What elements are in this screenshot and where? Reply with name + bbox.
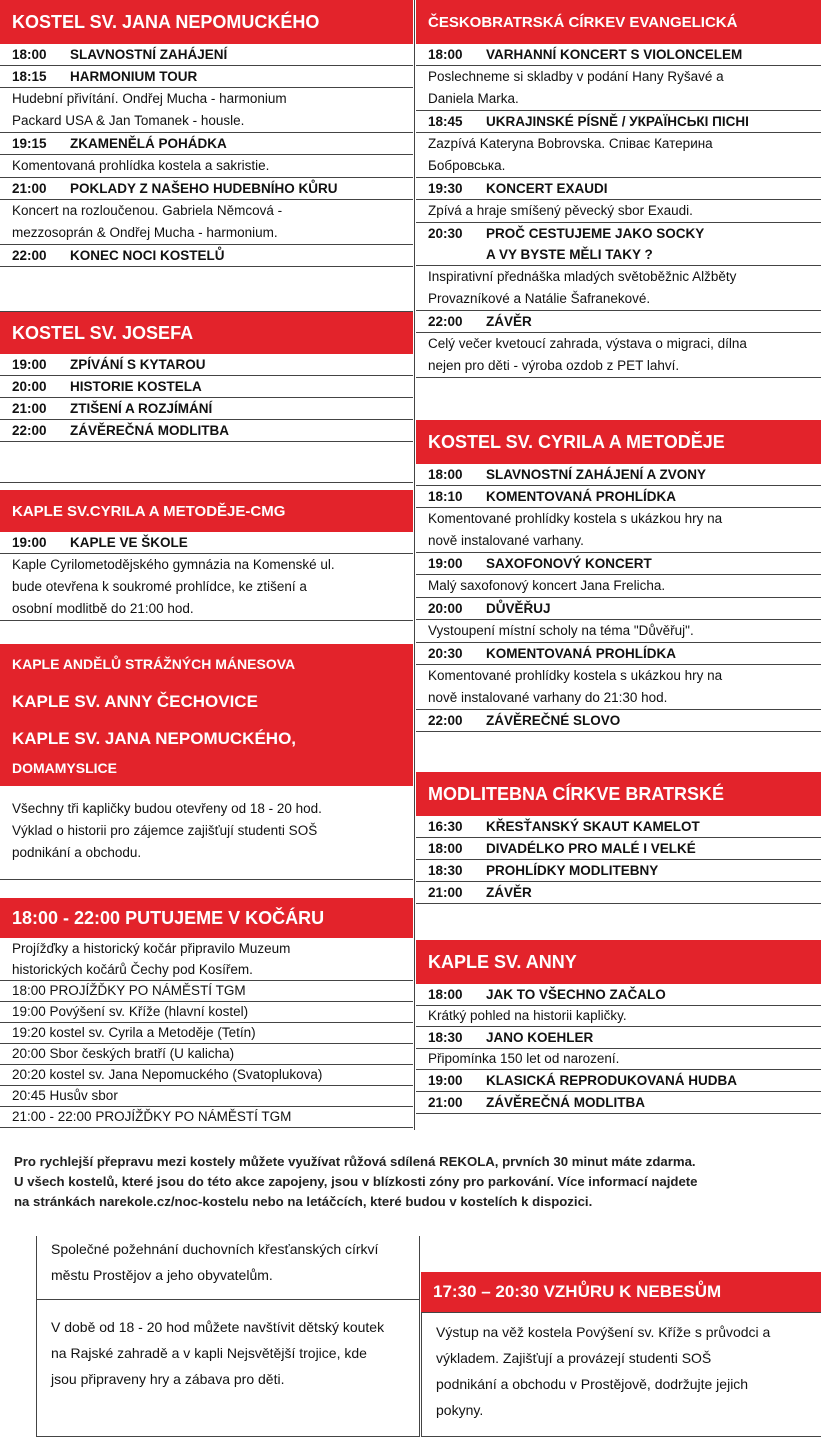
section-title-block: [0, 644, 413, 786]
section-kaple-anny: [416, 940, 821, 1114]
section-cce: [416, 0, 821, 421]
section-title: KAPLE SV. ANNY: [416, 940, 821, 984]
transport-note: Pro rychlejší přepravu mezi kostely můžete využívat růžová sdílená REKOLA, prvních 30 minut máte zdarma. U všech kostelů, které jsou do této akce zapojeny, jsou v blízkosti zóny pro parkování. Více informací najdete na stránkách narekole.cz/noc-kostelu nebo na letáčcích, které budou v kostelích k dispozici.: [14, 1154, 698, 1209]
spacer: [0, 621, 413, 631]
program-row: 18:10 KOMENTOVANÁ PROHLÍDKA: [416, 486, 821, 508]
section-kocar: [0, 898, 413, 1128]
section-title: KOSTEL SV. CYRILA A METODĚJE: [416, 420, 821, 464]
program-row: 19:00 KLASICKÁ REPRODUKOVANÁ HUDBA: [416, 1070, 821, 1092]
route-row: 20:20 kostel sv. Jana Nepomuckého (Svatoplukova): [0, 1065, 413, 1086]
program-row: 19:15 ZKAMENĚLÁ POHÁDKA: [0, 133, 413, 155]
program-row: 18:45 UKRAJINSKÉ PÍSNĚ / УКРАЇНСЬКІ ПІСНІ: [416, 111, 821, 133]
program-description: Zazpívá Kateryna Bobrovska. Співає Катерина Бобровська.: [416, 133, 821, 178]
section-title: MODLITEBNA CÍRKVE BRATRSKÉ: [416, 772, 821, 816]
program-description: Malý saxofonový koncert Jana Frelicha.: [416, 575, 821, 598]
program-description: Celý večer kvetoucí zahrada, výstava o migraci, dílna nejen pro děti - výroba ozdob z PET lahví.: [416, 333, 821, 378]
program-description: Kaple Cyrilometodějského gymnázia na Komenské ul. bude otevřena k soukromé prohlídce, ke ztišení a osobní modlitbě do 21:00 hod.: [0, 554, 413, 621]
title-domamyslice: DOMAMYSLICE: [12, 760, 117, 776]
blessing-box: Společné požehnání duchovních křesťanských církví městu Prostějov a jeho obyvatelům.: [36, 1236, 420, 1300]
program-description: Komentovaná prohlídka kostela a sakristie.: [0, 155, 413, 178]
program-row: 20:00 HISTORIE KOSTELA: [0, 376, 413, 398]
route-row: 21:00 - 22:00 PROJÍŽĎKY PO NÁMĚSTÍ TGM: [0, 1107, 413, 1128]
program-description: Poslechneme si skladby v podání Hany Ryšavé a Daniela Marka.: [416, 66, 821, 111]
column-divider: [414, 0, 415, 1130]
program-row: 21:00 POKLADY Z NAŠEHO HUDEBNÍHO KŮRU: [0, 178, 413, 200]
program-row: 20:30 KOMENTOVANÁ PROHLÍDKA: [416, 643, 821, 665]
program-row: 18:00 SLAVNOSTNÍ ZAHÁJENÍ: [0, 44, 413, 66]
program-row: 22:00 KONEC NOCI KOSTELŮ: [0, 245, 413, 267]
section-tri-kaple: [0, 644, 413, 880]
program-row: 21:00 ZTIŠENÍ A ROZJÍMÁNÍ: [0, 398, 413, 420]
section-modlitebna-cb: [416, 772, 821, 943]
route-row: 20:45 Husův sbor: [0, 1086, 413, 1107]
program-row: 18:00 DIVADÉLKO PRO MALÉ I VELKÉ: [416, 838, 821, 860]
spacer: [0, 267, 413, 312]
spacer: [416, 732, 821, 773]
program-row: 19:00 ZPÍVÁNÍ S KYTAROU: [0, 354, 413, 376]
program-description: Zpívá a hraje smíšený pěvecký sbor Exaudi.: [416, 200, 821, 223]
bottom-block: [0, 1228, 821, 1437]
program-row: 18:15 HARMONIUM TOUR: [0, 66, 413, 88]
section-kaple-cmg: [0, 490, 413, 631]
program-row: 18:00 VARHANNÍ KONCERT S VIOLONCELEM: [416, 44, 821, 66]
program-row: 22:00 ZÁVĚREČNÉ SLOVO: [416, 710, 821, 732]
program-description: Komentované prohlídky kostela s ukázkou hry na nově instalované varhany.: [416, 508, 821, 553]
program-row: 18:30 JANO KOEHLER: [416, 1027, 821, 1049]
route-row: 19:20 kostel sv. Cyrila a Metoděje (Tetín): [0, 1023, 413, 1044]
program-row: 20:30 PROČ CESTUJEME JAKO SOCKY A VY BYSTE MĚLI TAKY ?: [416, 223, 821, 266]
program-description: Krátký pohled na historii kapličky.: [416, 1006, 821, 1027]
program-description: Připomínka 150 let od narození.: [416, 1049, 821, 1070]
section-title: KOSTEL SV. JANA NEPOMUCKÉHO: [0, 0, 413, 44]
program-row: 18:00 JAK TO VŠECHNO ZAČALO: [416, 984, 821, 1006]
program-row: 16:30 KŘESŤANSKÝ SKAUT KAMELOT: [416, 816, 821, 838]
program-description: Hudební přivítání. Ondřej Mucha - harmonium Packard USA & Jan Tomanek - housle.: [0, 88, 413, 133]
program-row: 21:00 ZÁVĚR: [416, 882, 821, 904]
tower-description: Výstup na věž kostela Povýšení sv. Kříže s průvodci a výkladem. Zajišťují a provázejí studenti SOŠ podnikání a obchodu v Prostějově, dodržujte jejich pokyny.: [421, 1312, 821, 1437]
section-kostel-cyrila: [416, 420, 821, 773]
program-description: Koncert na rozloučenou. Gabriela Němcová - mezzosoprán & Ondřej Mucha - harmonium.: [0, 200, 413, 245]
program-description: Projížďky a historický kočár připravilo Muzeum historických kočárů Čechy pod Kosířem.: [0, 938, 413, 981]
program-description: Vystoupení místní scholy na téma "Důvěřuj".: [416, 620, 821, 643]
program-row: 18:30 PROHLÍDKY MODLITEBNY: [416, 860, 821, 882]
program-row: 22:00 ZÁVĚREČNÁ MODLITBA: [0, 420, 413, 442]
route-row: 18:00 PROJÍŽĎKY PO NÁMĚSTÍ TGM: [0, 981, 413, 1002]
route-row: 19:00 Povýšení sv. Kříže (hlavní kostel): [0, 1002, 413, 1023]
program-description: Všechny tři kapličky budou otevřeny od 18 - 20 hod. Výklad o historii pro zájemce zajišťují studenti SOŠ podnikání a obchodu.: [0, 786, 413, 880]
program-row: 19:30 KONCERT EXAUDI: [416, 178, 821, 200]
tower-title: 17:30 – 20:30 VZHŮRU K NEBESŮM: [421, 1272, 821, 1312]
section-title: ČESKOBRATRSKÁ CÍRKEV EVANGELICKÁ: [416, 0, 821, 44]
program-row: 20:00 DŮVĚŘUJ: [416, 598, 821, 620]
section-kostel-jana: [0, 0, 413, 312]
program-row: 22:00 ZÁVĚR: [416, 311, 821, 333]
section-kostel-josefa: [0, 312, 413, 483]
title-andelu: KAPLE ANDĚLŮ STRÁŽNÝCH MÁNESOVA: [12, 656, 296, 672]
title-anny: KAPLE SV. ANNY ČECHOVICE: [12, 692, 258, 711]
program-row: 19:00 KAPLE VE ŠKOLE: [0, 532, 413, 554]
program-row: 21:00 ZÁVĚREČNÁ MODLITBA: [416, 1092, 821, 1114]
route-row: 20:00 Sbor českých bratří (U kalicha): [0, 1044, 413, 1065]
spacer: [416, 378, 821, 421]
program-row: 18:00 SLAVNOSTNÍ ZAHÁJENÍ A ZVONY: [416, 464, 821, 486]
program-description: Komentované prohlídky kostela s ukázkou hry na nově instalované varhany do 21:30 hod.: [416, 665, 821, 710]
spacer: [416, 904, 821, 943]
spacer: [0, 442, 413, 483]
program-row: 19:00 SAXOFONOVÝ KONCERT: [416, 553, 821, 575]
title-jana: KAPLE SV. JANA NEPOMUCKÉHO,: [12, 729, 297, 748]
program-description: Inspirativní přednáška mladých světoběžnic Alžběty Provazníkové a Natálie Šafranekové.: [416, 266, 821, 311]
section-title: 18:00 - 22:00 PUTUJEME V KOČÁRU: [0, 898, 413, 938]
section-title: KAPLE SV.CYRILA A METODĚJE-CMG: [0, 490, 413, 532]
section-title: KOSTEL SV. JOSEFA: [0, 312, 413, 354]
kids-corner-box: V době od 18 - 20 hod můžete navštívit dětský koutek na Rajské zahradě a v kapli Nejsvětější trojice, kde jsou připraveny hry a zábava pro děti.: [36, 1299, 420, 1437]
